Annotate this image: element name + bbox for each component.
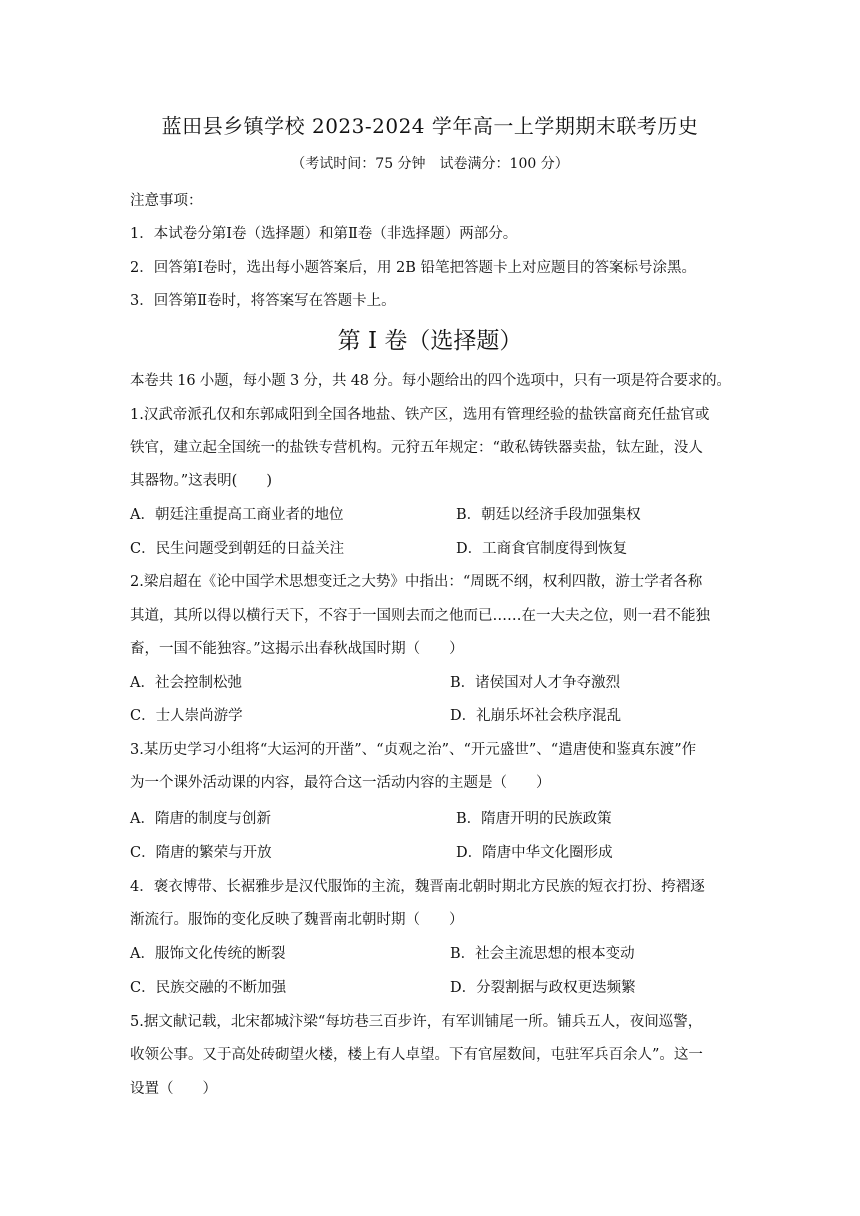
question-2-stem-line: 其道，其所以得以横行天下，不容于一国则去而之他而已……在一大夫之位，则一君不能独 — [130, 608, 710, 624]
question-1-stem-line: 其器物。”这表明( ) — [130, 473, 272, 489]
question-2-option-d: D．礼崩乐坏社会秩序混乱 — [450, 708, 622, 724]
question-4-option-d: D．分裂割据与政权更迭频繁 — [450, 980, 636, 996]
question-1-option-c: C．民生问题受到朝廷的日益关注 — [130, 541, 345, 557]
question-5-stem-line: 设置（ ） — [130, 1081, 217, 1097]
exam-subtitle: （考试时间：75 分钟 试卷满分：100 分） — [291, 156, 569, 172]
notice-heading: 注意事项： — [130, 193, 203, 209]
question-4-option-a: A．服饰文化传统的断裂 — [130, 946, 286, 962]
notice-item: 3．回答第Ⅱ卷时，将答案写在答题卡上。 — [130, 293, 396, 309]
question-1-option-b: B．朝廷以经济手段加强集权 — [456, 507, 641, 523]
question-4-stem-line: 渐流行。服饰的变化反映了魏晋南北朝时期（ ） — [130, 912, 464, 928]
question-3-stem-line: 为一个课外活动课的内容，最符合这一活动内容的主题是（ ） — [130, 775, 551, 791]
question-2-stem-line: 畜，一国不能独容。”这揭示出春秋战国时期（ ） — [130, 641, 464, 657]
question-2-option-c: C．士人崇尚游学 — [130, 708, 243, 724]
question-4-option-b: B．社会主流思想的根本变动 — [450, 946, 635, 962]
question-3-option-c: C．隋唐的繁荣与开放 — [130, 845, 272, 861]
question-3-option-d: D．隋唐中华文化圈形成 — [456, 845, 613, 861]
notice-item: 1．本试卷分第Ⅰ卷（选择题）和第Ⅱ卷（非选择题）两部分。 — [130, 226, 518, 242]
question-5-stem-line: 5.据文献记载，北宋都城汴梁“每坊巷三百步许，有军训铺尾一所。铺兵五人，夜间巡警， — [130, 1014, 703, 1030]
exam-title: 蓝田县乡镇学校 2023-2024 学年高一上学期期末联考历史 — [161, 114, 699, 138]
question-1-stem-line: 铁官，建立起全国统一的盐铁专营机构。元狩五年规定：“敢私铸铁器卖盐，钛左趾，没人 — [130, 440, 703, 456]
question-2-option-a: A．社会控制松弛 — [130, 675, 242, 691]
notice-item: 2．回答第Ⅰ卷时，选出每小题答案后，用 2B 铅笔把答题卡上对应题目的答案标号涂黑。 — [130, 260, 697, 276]
question-2-option-b: B．诸侯国对人才争夺激烈 — [450, 675, 621, 691]
question-4-stem-line: 4．褒衣博带、长裾雅步是汉代服饰的主流，魏晋南北朝时期北方民族的短衣打扮、挎褶逐 — [130, 879, 705, 895]
question-5-stem-line: 收领公事。又于高处砖砌望火楼，楼上有人卓望。下有官屋数间，屯驻军兵百余人”。这一 — [130, 1047, 703, 1063]
question-3-option-b: B．隋唐开明的民族政策 — [456, 811, 612, 827]
question-3-option-a: A．隋唐的制度与创新 — [130, 811, 271, 827]
question-1-option-a: A．朝廷注重提高工商业者的地位 — [130, 507, 344, 523]
question-1-stem-line: 1.汉武帝派孔仅和东郭咸阳到全国各地盐、铁产区，选用有管理经验的盐铁富商充任盐官或 — [130, 407, 710, 423]
section-title: 第 I 卷（选择题） — [337, 328, 523, 354]
question-3-stem-line: 3.某历史学习小组将“大运河的开凿”、“贞观之治”、“开元盛世”、“遣唐使和鉴真东渡”作 — [130, 742, 697, 758]
question-2-stem-line: 2.梁启超在《论中国学术思想变迁之大势》中指出：“周既不纲，权利四散，游士学者各称 — [130, 574, 703, 590]
question-1-option-d: D．工商食官制度得到恢复 — [456, 541, 628, 557]
section-intro: 本卷共 16 小题，每小题 3 分，共 48 分。每小题给出的四个选项中，只有一项是符合要求的。 — [130, 373, 731, 389]
question-4-option-c: C．民族交融的不断加强 — [130, 980, 287, 996]
